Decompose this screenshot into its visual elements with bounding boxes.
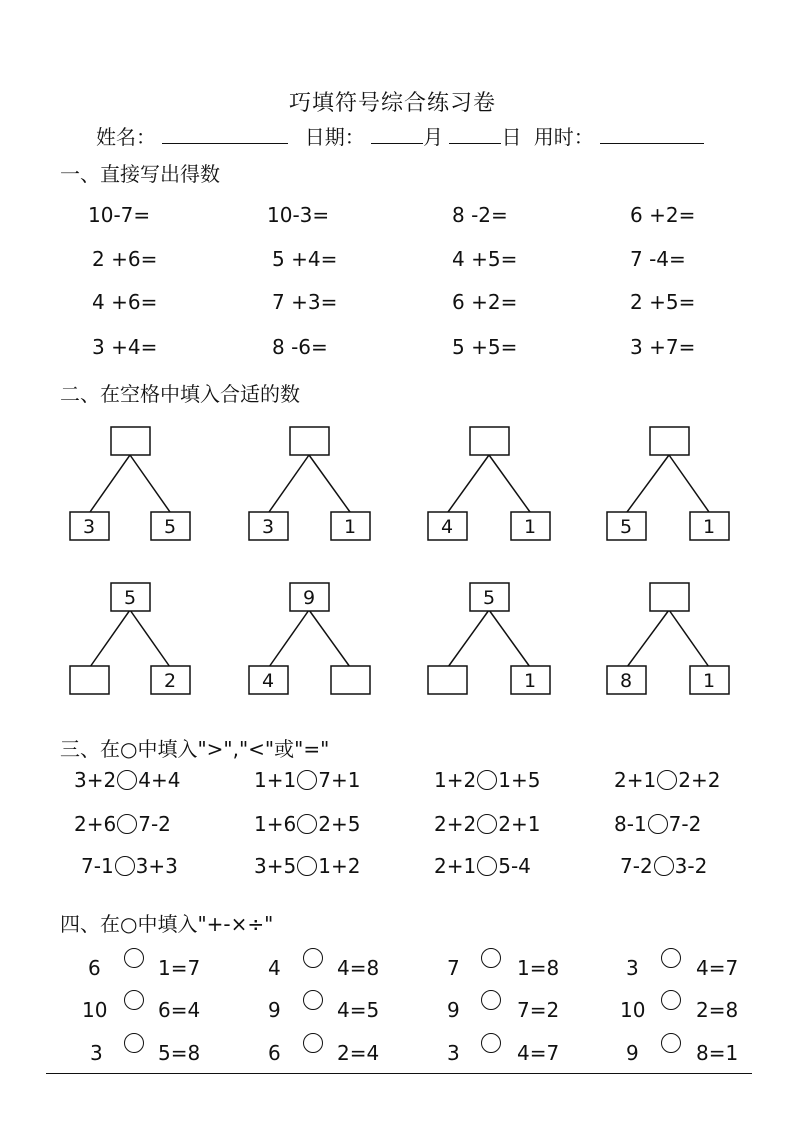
bond-top-value: 9 [302, 587, 316, 609]
bond-right-value: 2 [163, 670, 177, 692]
comparison [614, 812, 701, 836]
date-label: 日期： [304, 125, 365, 149]
first-number: 9 [626, 1041, 639, 1065]
bond-right-value: 1 [523, 516, 537, 538]
first-number: 9 [447, 998, 460, 1022]
problem: 2 +5= [630, 290, 696, 314]
section-4-heading: 四、在○中填入"+-×÷" [60, 912, 274, 936]
first-number: 4 [268, 956, 281, 980]
bond-left-value: 5 [619, 516, 633, 538]
problem: 5 +4= [272, 247, 338, 271]
right-expr: 1+5 [498, 768, 541, 792]
right-expr: 3-2 [674, 854, 708, 878]
operator-circle[interactable] [481, 990, 501, 1010]
bond-left-value: 4 [440, 516, 454, 538]
compare-circle[interactable] [477, 814, 497, 834]
problem: 10-7= [88, 203, 151, 227]
section-2-heading: 二、在空格中填入合适的数 [60, 382, 300, 406]
comparison [614, 768, 720, 792]
right-expr: 2+2 [678, 768, 721, 792]
comparison [434, 812, 540, 836]
problem: 5 +5= [452, 335, 518, 359]
problem: 7 -4= [630, 247, 686, 271]
bond-top-box[interactable] [650, 427, 689, 455]
operator-circle[interactable] [661, 990, 681, 1010]
operator-circle[interactable] [124, 1033, 144, 1053]
operator-circle[interactable] [303, 1033, 323, 1053]
rest-expr: 2=4 [337, 1041, 380, 1065]
number-bond [70, 427, 190, 540]
operator-circle[interactable] [661, 948, 681, 968]
comparison [254, 812, 360, 836]
comparison [254, 768, 360, 792]
left-expr: 1+6 [254, 812, 297, 836]
page-title: 巧填符号综合练习卷 [289, 91, 497, 116]
comparison [620, 854, 707, 878]
operator-circle[interactable] [661, 1033, 681, 1053]
name-label: 姓名： [96, 125, 156, 149]
bond-left-value: 3 [261, 516, 275, 538]
rest-expr: 4=7 [696, 956, 739, 980]
compare-circle[interactable] [477, 770, 497, 790]
bond-right-value: 1 [702, 670, 716, 692]
first-number: 3 [626, 956, 639, 980]
bond-top-box[interactable] [470, 427, 509, 455]
operator-circle[interactable] [124, 948, 144, 968]
problem: 3 +4= [92, 335, 158, 359]
compare-circle[interactable] [654, 856, 674, 876]
bond-left-value: 4 [261, 670, 275, 692]
bond-right-box[interactable] [331, 666, 370, 694]
left-expr: 7-1 [81, 854, 114, 878]
number-bond [428, 583, 550, 694]
first-number: 10 [82, 998, 108, 1022]
first-number: 3 [90, 1041, 103, 1065]
rest-expr: 6=4 [158, 998, 201, 1022]
left-expr: 1+1 [254, 768, 297, 792]
left-expr: 3+2 [74, 768, 117, 792]
right-expr: 1+2 [318, 854, 361, 878]
problem: 7 +3= [272, 290, 338, 314]
bond-left-value: 8 [619, 670, 633, 692]
operator-circle[interactable] [481, 948, 501, 968]
month-label: 月 [423, 125, 444, 149]
compare-circle[interactable] [648, 814, 668, 834]
rest-expr: 1=8 [517, 956, 560, 980]
bond-top-value: 5 [123, 587, 137, 609]
first-number: 6 [88, 956, 101, 980]
number-bond [607, 427, 729, 540]
operator-circle[interactable] [124, 990, 144, 1010]
left-expr: 2+6 [74, 812, 117, 836]
rest-expr: 8=1 [696, 1041, 739, 1065]
compare-circle[interactable] [297, 770, 317, 790]
comparison [74, 768, 180, 792]
bond-right-value: 1 [702, 516, 716, 538]
compare-circle[interactable] [657, 770, 677, 790]
rest-expr: 7=2 [517, 998, 560, 1022]
right-expr: 2+5 [318, 812, 361, 836]
left-expr: 2+2 [434, 812, 477, 836]
bond-left-value: 3 [82, 516, 96, 538]
problem: 8 -6= [272, 335, 328, 359]
bond-top-box[interactable] [111, 427, 150, 455]
comparison [254, 854, 360, 878]
right-expr: 7-2 [138, 812, 171, 836]
right-expr: 5-4 [498, 854, 531, 878]
compare-circle[interactable] [297, 856, 317, 876]
left-expr: 2+1 [434, 854, 477, 878]
first-number: 7 [447, 956, 460, 980]
bond-top-value: 5 [482, 587, 496, 609]
compare-circle[interactable] [117, 770, 137, 790]
number-bond [249, 583, 370, 694]
number-bond [607, 583, 729, 694]
rest-expr: 4=8 [337, 956, 380, 980]
problem: 2 +6= [92, 247, 158, 271]
comparison [81, 854, 178, 878]
number-bond [428, 427, 550, 540]
first-number: 6 [268, 1041, 281, 1065]
compare-circle[interactable] [477, 856, 497, 876]
left-expr: 8-1 [614, 812, 647, 836]
left-expr: 2+1 [614, 768, 657, 792]
bottom-divider [46, 1073, 752, 1074]
problem: 3 +7= [630, 335, 696, 359]
left-expr: 1+2 [434, 768, 477, 792]
time-label: 用时： [533, 125, 594, 149]
operator-circle[interactable] [481, 1033, 501, 1053]
right-expr: 7-2 [668, 812, 702, 836]
problem: 6 +2= [452, 290, 518, 314]
left-expr: 3+5 [254, 854, 297, 878]
problem: 6 +2= [630, 203, 696, 227]
bond-right-value: 5 [163, 516, 177, 538]
day-label: 日 [501, 125, 522, 149]
first-number: 3 [447, 1041, 460, 1065]
problem: 4 +6= [92, 290, 158, 314]
comparison [434, 854, 531, 878]
right-expr: 7+1 [318, 768, 361, 792]
bond-top-box[interactable] [650, 583, 689, 611]
bond-top-box[interactable] [290, 427, 329, 455]
comparison [74, 812, 171, 836]
right-expr: 2+1 [498, 812, 541, 836]
rest-expr: 1=7 [158, 956, 201, 980]
compare-circle[interactable] [115, 856, 135, 876]
problem: 4 +5= [452, 247, 518, 271]
operator-circle[interactable] [303, 948, 323, 968]
rest-expr: 2=8 [696, 998, 739, 1022]
section-1-heading: 一、直接写出得数 [60, 162, 220, 186]
rest-expr: 4=7 [517, 1041, 560, 1065]
section-3-heading: 三、在○中填入">","<"或"=" [60, 737, 330, 761]
number-bond [249, 427, 370, 540]
problem: 10-3= [267, 203, 330, 227]
bond-left-box[interactable] [428, 666, 467, 694]
first-number: 10 [620, 998, 646, 1022]
rest-expr: 4=5 [337, 998, 380, 1022]
number-bond [70, 583, 190, 694]
bond-left-box[interactable] [70, 666, 109, 694]
right-expr: 4+4 [138, 768, 181, 792]
bond-right-value: 1 [523, 670, 537, 692]
bond-right-value: 1 [343, 516, 357, 538]
left-expr: 7-2 [620, 854, 653, 878]
compare-circle[interactable] [297, 814, 317, 834]
rest-expr: 5=8 [158, 1041, 201, 1065]
compare-circle[interactable] [117, 814, 137, 834]
first-number: 9 [268, 998, 281, 1022]
operator-circle[interactable] [303, 990, 323, 1010]
right-expr: 3+3 [135, 854, 178, 878]
comparison [434, 768, 540, 792]
problem: 8 -2= [452, 203, 508, 227]
